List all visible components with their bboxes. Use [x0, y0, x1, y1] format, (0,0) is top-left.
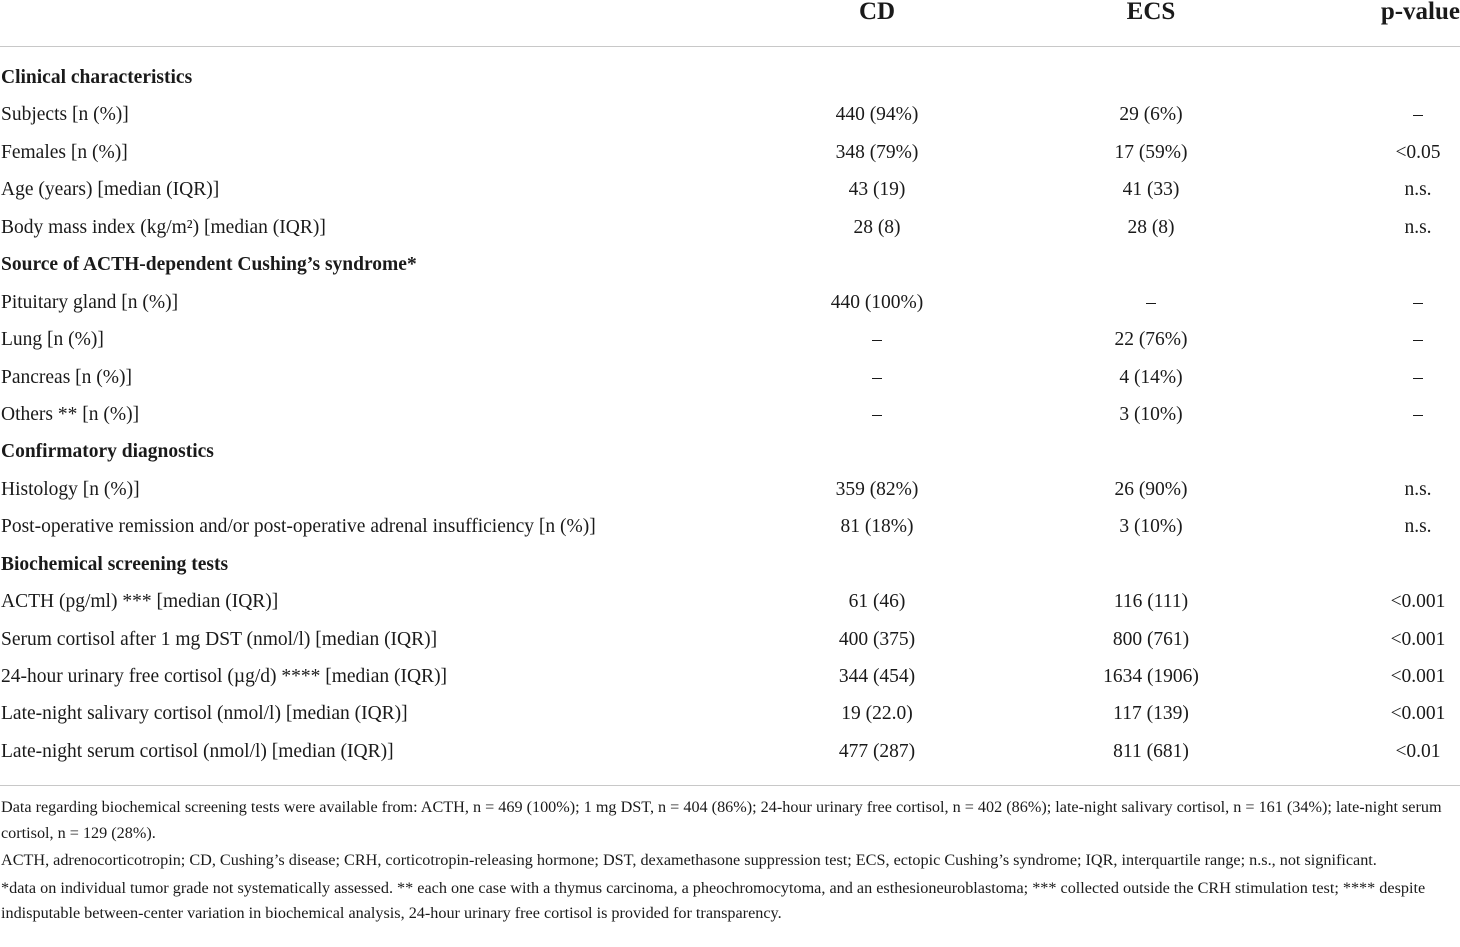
cd-value: 440 (94%) [835, 104, 919, 126]
row-label: Age (years) [median (IQR)] [1, 179, 220, 201]
p-value: n.s. [1404, 179, 1432, 201]
cd-value: 344 (454) [838, 666, 916, 687]
row-label: Serum cortisol after 1 mg DST (nmol/l) [median (IQR)] [1, 628, 438, 650]
row-label: Histology [n (%)] [1, 478, 140, 500]
table-row [0, 621, 1460, 658]
p-value: – [1413, 291, 1423, 313]
table-row [0, 471, 1460, 508]
table-row [0, 658, 1460, 695]
cd-value: 440 (100%) [830, 291, 924, 313]
cd-value: – [872, 403, 882, 425]
ecs-value: 28 (8) [1127, 216, 1175, 238]
ecs-value: 800 (761) [1112, 628, 1190, 650]
p-value: <0.001 [1390, 666, 1446, 687]
ecs-value: – [1146, 291, 1156, 313]
table-body [0, 47, 1460, 770]
section-heading-row [0, 246, 1460, 283]
ecs-value: 3 (10%) [1119, 403, 1183, 425]
table-row [0, 359, 1460, 396]
p-value: – [1413, 329, 1423, 351]
row-label: Females [n (%)] [1, 141, 128, 163]
row-label: Late-night serum cortisol (nmol/l) [median (IQR)] [1, 740, 394, 762]
cd-value: 28 (8) [853, 216, 901, 238]
table-row [0, 583, 1460, 620]
table-footnotes [1, 795, 1459, 929]
table-row [0, 171, 1460, 208]
p-value: <0.05 [1395, 141, 1441, 163]
p-value: <0.001 [1390, 591, 1446, 613]
row-label: 24-hour urinary free cortisol (µg/d) **** [median (IQR)] [1, 666, 448, 687]
table-row [0, 396, 1460, 433]
table-row [0, 284, 1460, 321]
p-value: – [1413, 403, 1423, 425]
p-value: <0.001 [1390, 628, 1446, 650]
row-label: Lung [n (%)] [1, 329, 104, 351]
footnote-abbreviations: ACTH, adrenocorticotropin; CD, Cushing’s disease; CRH, corticotropin-releasing hormone; DST, dexamethasone suppression test; ECS, ectopic Cushing’s syndrome; IQR, interquartile range; n.s., not significant. [1, 851, 1377, 869]
header-ecs: ECS [1126, 0, 1176, 25]
section-label: Clinical characteristics [1, 67, 193, 88]
cd-value: 359 (82%) [835, 478, 919, 500]
row-label: Late-night salivary cortisol (nmol/l) [median (IQR)] [1, 703, 408, 725]
p-value: – [1413, 104, 1423, 126]
table-row [0, 733, 1460, 770]
table-header [0, 0, 1460, 47]
footnote-divider [0, 785, 1460, 786]
p-value: n.s. [1404, 516, 1432, 538]
cd-value: – [872, 366, 882, 388]
row-label: ACTH (pg/ml) *** [median (IQR)] [1, 591, 279, 613]
table-row [0, 321, 1460, 358]
table-row [0, 96, 1460, 133]
section-heading-row [0, 433, 1460, 470]
table-row [0, 508, 1460, 545]
section-label: Source of ACTH-dependent Cushing’s syndrome* [1, 254, 417, 276]
p-value: n.s. [1404, 216, 1432, 238]
cd-value: 43 (19) [848, 179, 906, 201]
p-value: – [1413, 366, 1423, 388]
p-value: n.s. [1404, 478, 1432, 500]
section-heading-row [0, 59, 1460, 96]
p-value: <0.001 [1390, 703, 1446, 725]
ecs-value: 3 (10%) [1119, 516, 1183, 538]
ecs-value: 116 (111) [1113, 591, 1189, 613]
ecs-value: 22 (76%) [1114, 329, 1188, 351]
ecs-value: 17 (59%) [1114, 141, 1188, 163]
cd-value: 61 (46) [848, 591, 906, 613]
row-label: Pituitary gland [n (%)] [1, 291, 179, 313]
ecs-value: 811 (681) [1113, 740, 1189, 762]
row-label: Pancreas [n (%)] [1, 366, 133, 388]
footnote-notes: *data on individual tumor grade not systematically assessed. ** each one case with a thymus carcinoma, a pheochromocytoma, and an esthesioneuroblastoma; *** collected outside the CRH stimulation test; **** despite indisputable between-center variation in biochemical analysis, 24-hour urinary free cortisol is provided for transparency. [1, 878, 1426, 922]
header-cd: CD [858, 0, 896, 25]
cd-value: 81 (18%) [840, 516, 914, 538]
cd-value: 400 (375) [838, 628, 916, 650]
footnote-availability: Data regarding biochemical screening tests were available from: ACTH, n = 469 (100%); 1 mg DST, n = 404 (86%); 24-hour urinary free cortisol, n = 402 (86%); late-night salivary cortisol, n = 161 (34%); late-night serum cortisol, n = 129 (28%). [1, 798, 1442, 842]
section-heading-row [0, 546, 1460, 583]
ecs-value: 117 (139) [1113, 703, 1189, 725]
p-value: <0.01 [1395, 740, 1441, 762]
row-label: Post-operative remission and/or post-operative adrenal insufficiency [n (%)] [1, 516, 596, 538]
row-label: Subjects [n (%)] [1, 104, 129, 126]
ecs-value: 1634 (1906) [1103, 666, 1199, 687]
table-row [0, 209, 1460, 246]
table-row [0, 134, 1460, 171]
row-label: Body mass index (kg/m²) [median (IQR)] [1, 216, 326, 238]
ecs-value: 26 (90%) [1114, 478, 1188, 500]
ecs-value: 4 (14%) [1119, 366, 1183, 388]
cd-value: 477 (287) [838, 740, 916, 762]
ecs-value: 41 (33) [1122, 179, 1180, 201]
section-label: Biochemical screening tests [1, 553, 229, 575]
section-label: Confirmatory diagnostics [1, 441, 214, 463]
cd-value: 348 (79%) [835, 141, 919, 163]
header-p-value: p-value [1380, 0, 1460, 25]
cd-value: 19 (22.0) [841, 703, 913, 725]
row-label: Others ** [n (%)] [1, 403, 140, 425]
cd-value: – [872, 329, 882, 351]
ecs-value: 29 (6%) [1119, 104, 1183, 126]
table-row [0, 695, 1460, 732]
